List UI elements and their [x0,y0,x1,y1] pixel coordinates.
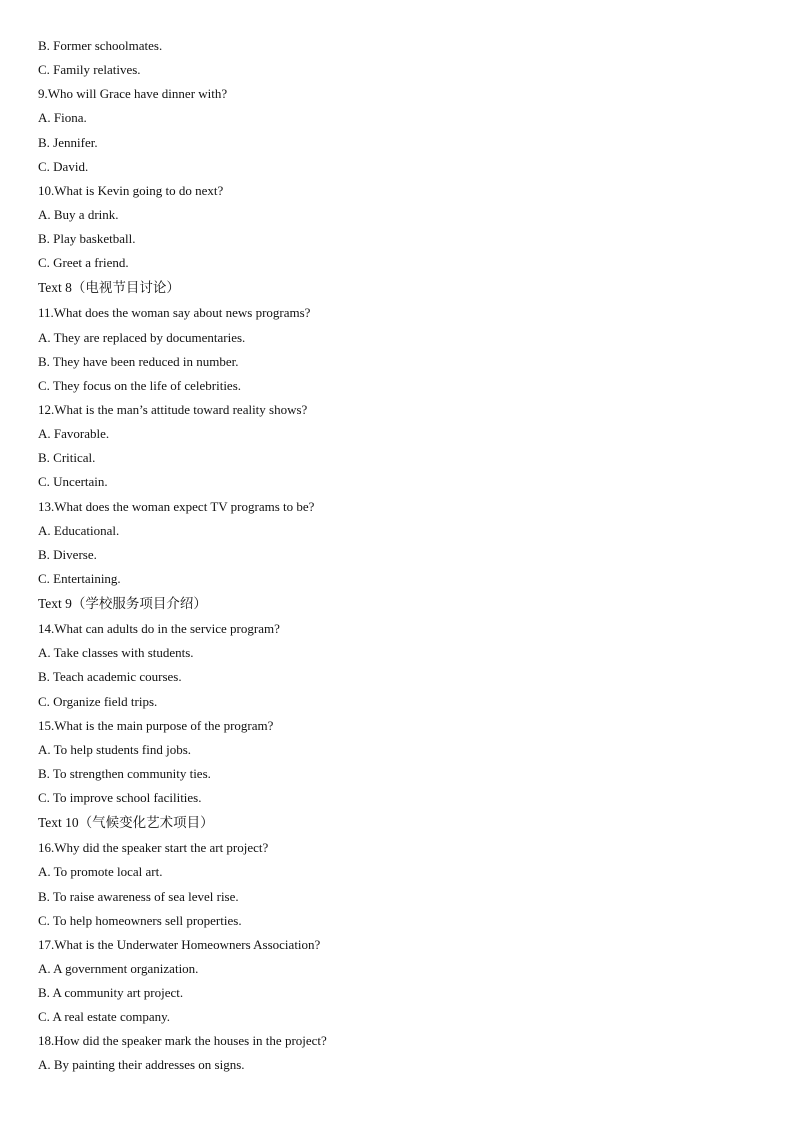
option-line: C. Entertaining. [38,570,121,586]
option-line: A. Educational. [38,522,120,538]
option-line: C. They focus on the life of celebrities. [38,377,242,393]
question-line: 15.What is the main purpose of the program? [38,717,274,733]
option-line: A. Favorable. [38,426,110,442]
section-heading: Text 8（电视节目讨论） [38,280,180,296]
question-line: 12.What is the man’s attitude toward reality shows? [38,401,308,417]
option-line: B. Teach academic courses. [38,669,182,685]
question-line: 17.What is the Underwater Homeowners Association? [38,936,321,952]
option-line: B. They have been reduced in number. [38,353,239,369]
option-line: B. To strengthen community ties. [38,765,211,781]
question-line: 13.What does the woman expect TV programs to be? [38,498,315,514]
option-line: A. To help students find jobs. [38,741,192,757]
question-line: 11.What does the woman say about news programs? [38,305,311,321]
option-line: B. Diverse. [38,546,97,562]
option-line: C. To help homeowners sell properties. [38,912,242,928]
question-line: 14.What can adults do in the service program? [38,621,280,637]
question-line: 9.Who will Grace have dinner with? [38,86,228,102]
option-line: B. Jennifer. [38,134,98,150]
option-line: C. Family relatives. [38,62,141,78]
option-line: A. To promote local art. [38,864,163,880]
option-line: C. Organize field trips. [38,693,158,709]
option-line: A. Take classes with students. [38,645,194,661]
option-line: A. Buy a drink. [38,206,119,222]
question-line: 18.How did the speaker mark the houses in the project? [38,1033,327,1049]
section-heading: Text 9（学校服务项目介绍） [38,596,207,612]
option-line: B. A community art project. [38,985,184,1001]
option-line: B. Former schoolmates. [38,38,163,53]
option-line: A. Fiona. [38,110,87,126]
option-line: C. Greet a friend. [38,255,129,271]
option-line: C. A real estate company. [38,1009,171,1025]
option-line: B. To raise awareness of sea level rise. [38,888,239,904]
option-line: C. To improve school facilities. [38,790,202,806]
option-line: A. By painting their addresses on signs. [38,1057,245,1073]
document-body [38,34,758,1078]
question-line: 16.Why did the speaker start the art project? [38,840,269,856]
option-line: A. A government organization. [38,960,199,976]
option-line: B. Critical. [38,450,96,466]
option-line: C. David. [38,158,89,174]
option-line: B. Play basketball. [38,231,136,247]
section-heading: Text 10（气候变化艺术项目） [38,815,214,831]
option-line: A. They are replaced by documentaries. [38,329,246,345]
option-line: C. Uncertain. [38,474,108,490]
question-line: 10.What is Kevin going to do next? [38,182,224,198]
